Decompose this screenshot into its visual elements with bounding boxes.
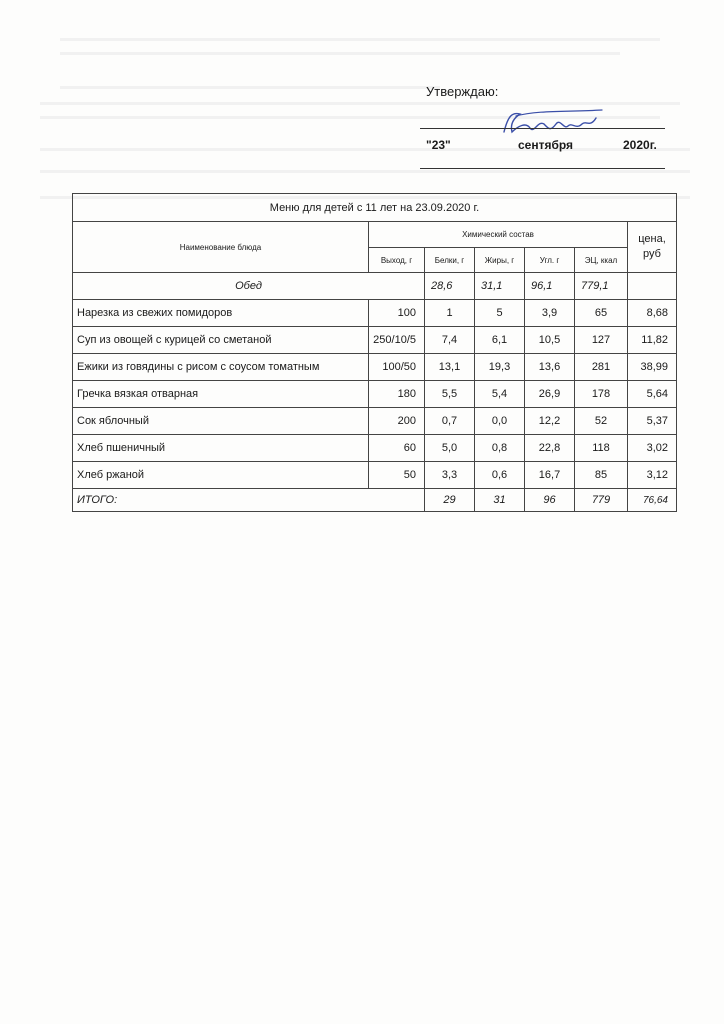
menu-table: [72, 193, 677, 512]
dish-protein: 3,3: [425, 462, 475, 489]
dish-energy: 281: [575, 354, 628, 381]
table-row: [73, 354, 677, 381]
dish-fat: 6,1: [475, 327, 525, 354]
dish-fat: 0,0: [475, 408, 525, 435]
dish-carbs: 16,7: [525, 462, 575, 489]
header-chemical-composition: Химический состав: [369, 222, 628, 248]
section-carbs: 96,1: [525, 273, 575, 300]
header-row: [73, 222, 677, 248]
dish-energy: 118: [575, 435, 628, 462]
dish-price: 3,02: [628, 435, 677, 462]
section-price: [628, 273, 677, 300]
dish-protein: 5,5: [425, 381, 475, 408]
signature-line: [420, 128, 665, 129]
dish-output: 50: [369, 462, 425, 489]
dish-name: Гречка вязкая отварная: [73, 381, 369, 408]
table-row: [73, 435, 677, 462]
total-protein: 29: [425, 489, 475, 512]
approval-label: Утверждаю:: [426, 84, 499, 99]
dish-protein: 0,7: [425, 408, 475, 435]
dish-carbs: 10,5: [525, 327, 575, 354]
dish-protein: 13,1: [425, 354, 475, 381]
dish-output: 100: [369, 300, 425, 327]
header-protein: Белки, г: [425, 248, 475, 273]
dish-protein: 5,0: [425, 435, 475, 462]
header-output: Выход, г: [369, 248, 425, 273]
dish-carbs: 26,9: [525, 381, 575, 408]
handwritten-signature: [498, 106, 608, 140]
dish-carbs: 22,8: [525, 435, 575, 462]
bleed-through-line: [40, 148, 690, 151]
dish-name: Нарезка из свежих помидоров: [73, 300, 369, 327]
bleed-through-line: [40, 170, 690, 173]
dish-name: Суп из овощей с курицей со сметаной: [73, 327, 369, 354]
dish-fat: 5,4: [475, 381, 525, 408]
date-month: сентября: [518, 138, 574, 152]
dish-name: Хлеб ржаной: [73, 462, 369, 489]
header-fat: Жиры, г: [475, 248, 525, 273]
section-label: Обед: [73, 273, 425, 300]
bleed-through-line: [60, 52, 620, 55]
table-row: [73, 408, 677, 435]
dish-fat: 5: [475, 300, 525, 327]
bleed-through-line: [60, 86, 440, 89]
table-title-row: [73, 194, 677, 222]
dish-price: 8,68: [628, 300, 677, 327]
section-protein: 28,6: [425, 273, 475, 300]
total-energy: 779: [575, 489, 628, 512]
menu-title: Меню для детей с 11 лет на 23.09.2020 г.: [73, 194, 677, 222]
section-energy: 779,1: [575, 273, 628, 300]
dish-energy: 127: [575, 327, 628, 354]
dish-price: 5,37: [628, 408, 677, 435]
dish-fat: 0,8: [475, 435, 525, 462]
table-row: [73, 462, 677, 489]
date-underline: [420, 168, 665, 169]
dish-fat: 0,6: [475, 462, 525, 489]
dish-price: 11,82: [628, 327, 677, 354]
dish-output: 60: [369, 435, 425, 462]
dish-name: Хлеб пшеничный: [73, 435, 369, 462]
dish-energy: 178: [575, 381, 628, 408]
header-price: цена, руб: [628, 222, 677, 273]
date-day: "23": [426, 138, 451, 152]
dish-name: Сок яблочный: [73, 408, 369, 435]
bleed-through-line: [60, 38, 660, 41]
dish-output: 250/10/5: [369, 327, 425, 354]
table-row: [73, 327, 677, 354]
total-carbs: 96: [525, 489, 575, 512]
total-price: 76,64: [628, 489, 677, 512]
dish-protein: 1: [425, 300, 475, 327]
dish-carbs: 12,2: [525, 408, 575, 435]
dish-price: 5,64: [628, 381, 677, 408]
dish-output: 180: [369, 381, 425, 408]
header-dish-name: Наименование блюда: [73, 222, 369, 273]
dish-protein: 7,4: [425, 327, 475, 354]
dish-output: 200: [369, 408, 425, 435]
dish-price: 3,12: [628, 462, 677, 489]
dish-carbs: 3,9: [525, 300, 575, 327]
dish-output: 100/50: [369, 354, 425, 381]
section-row-lunch: [73, 273, 677, 300]
dish-name: Ежики из говядины с рисом с соусом томатным: [73, 354, 369, 381]
date-year: 2020г.: [623, 138, 657, 152]
header-carbs: Угл. г: [525, 248, 575, 273]
table-row: [73, 381, 677, 408]
total-label: ИТОГО:: [73, 489, 425, 512]
total-fat: 31: [475, 489, 525, 512]
dish-price: 38,99: [628, 354, 677, 381]
bleed-through-line: [40, 102, 680, 105]
dish-energy: 65: [575, 300, 628, 327]
total-row: [73, 489, 677, 512]
dish-carbs: 13,6: [525, 354, 575, 381]
dish-energy: 52: [575, 408, 628, 435]
header-energy: ЭЦ, ккал: [575, 248, 628, 273]
dish-fat: 19,3: [475, 354, 525, 381]
dish-energy: 85: [575, 462, 628, 489]
section-fat: 31,1: [475, 273, 525, 300]
table-row: [73, 300, 677, 327]
